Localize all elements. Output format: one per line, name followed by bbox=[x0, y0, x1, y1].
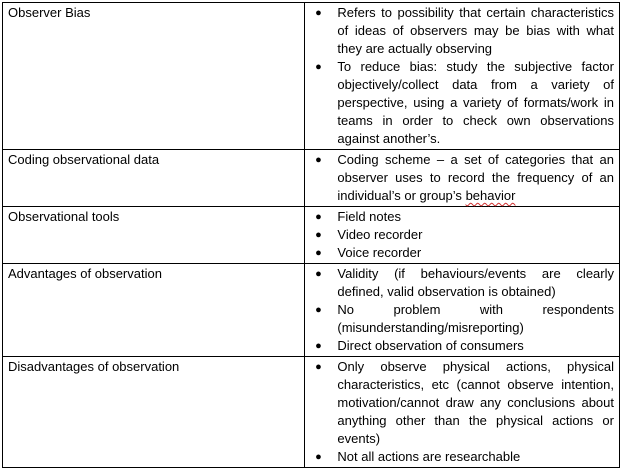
observation-notes-table bbox=[2, 2, 620, 468]
definition-cell bbox=[305, 207, 620, 264]
definition-cell bbox=[305, 357, 620, 468]
definition-list bbox=[310, 358, 614, 466]
list-item: ● Only observe physical actions, physical characteristics, etc (cannot observe intention, motivation/cannot draw any conclusions about anything other than the physical actions or events) bbox=[310, 358, 614, 448]
bullet-icon: ● bbox=[315, 268, 322, 280]
bullet-icon: ● bbox=[315, 451, 322, 463]
term-cell bbox=[3, 3, 305, 150]
bullet-icon: ● bbox=[315, 247, 322, 259]
definition-list bbox=[310, 4, 614, 148]
definition-list bbox=[310, 208, 614, 262]
list-item: ● To reduce bias: study the subjective factor objectively/collect data from a variety of perspective, using a variety of formats/work in teams in order to check own observations against another’s. bbox=[310, 58, 614, 148]
bullet-icon: ● bbox=[315, 304, 322, 316]
term-cell bbox=[3, 264, 305, 357]
definition-list bbox=[310, 151, 614, 205]
list-item: ● Field notes bbox=[310, 208, 614, 226]
definition-cell bbox=[305, 264, 620, 357]
bullet-icon: ● bbox=[315, 61, 322, 73]
definition-list bbox=[310, 265, 614, 355]
definition-cell bbox=[305, 3, 620, 150]
spellcheck-flagged-word: behavior bbox=[465, 188, 516, 203]
table-row bbox=[3, 207, 620, 264]
bullet-icon: ● bbox=[315, 229, 322, 241]
list-item: ● Refers to possibility that certain characteristics of ideas of observers may be bias with what they are actually observing bbox=[310, 4, 614, 58]
table-row bbox=[3, 264, 620, 357]
bullet-icon: ● bbox=[315, 7, 322, 19]
list-item: ● Video recorder bbox=[310, 226, 614, 244]
bullet-icon: ● bbox=[315, 211, 322, 223]
bullet-icon: ● bbox=[315, 154, 322, 166]
term-label: Observer Bias bbox=[8, 5, 91, 20]
term-cell bbox=[3, 357, 305, 468]
list-item: ● Direct observation of consumers bbox=[310, 337, 614, 355]
table-row bbox=[3, 150, 620, 207]
list-item: ● No problem with respondents (misunderstanding/misreporting) bbox=[310, 301, 614, 337]
table-row bbox=[3, 3, 620, 150]
definition-cell bbox=[305, 150, 620, 207]
bullet-icon: ● bbox=[315, 340, 322, 352]
term-cell bbox=[3, 150, 305, 207]
list-item: ● Coding scheme – a set of categories that an observer uses to record the frequency of an individual’s or group’s behavior bbox=[310, 151, 614, 205]
term-label: Coding observational data bbox=[8, 152, 160, 167]
term-label: Observational tools bbox=[8, 209, 120, 224]
list-item: ● Voice recorder bbox=[310, 244, 614, 262]
term-cell bbox=[3, 207, 305, 264]
list-item: ● Not all actions are researchable bbox=[310, 448, 614, 466]
term-label: Disadvantages of observation bbox=[8, 359, 180, 374]
bullet-icon: ● bbox=[315, 361, 322, 373]
list-item: ● Validity (if behaviours/events are clearly defined, valid observation is obtained) bbox=[310, 265, 614, 301]
term-label: Advantages of observation bbox=[8, 266, 162, 281]
table-row bbox=[3, 357, 620, 468]
